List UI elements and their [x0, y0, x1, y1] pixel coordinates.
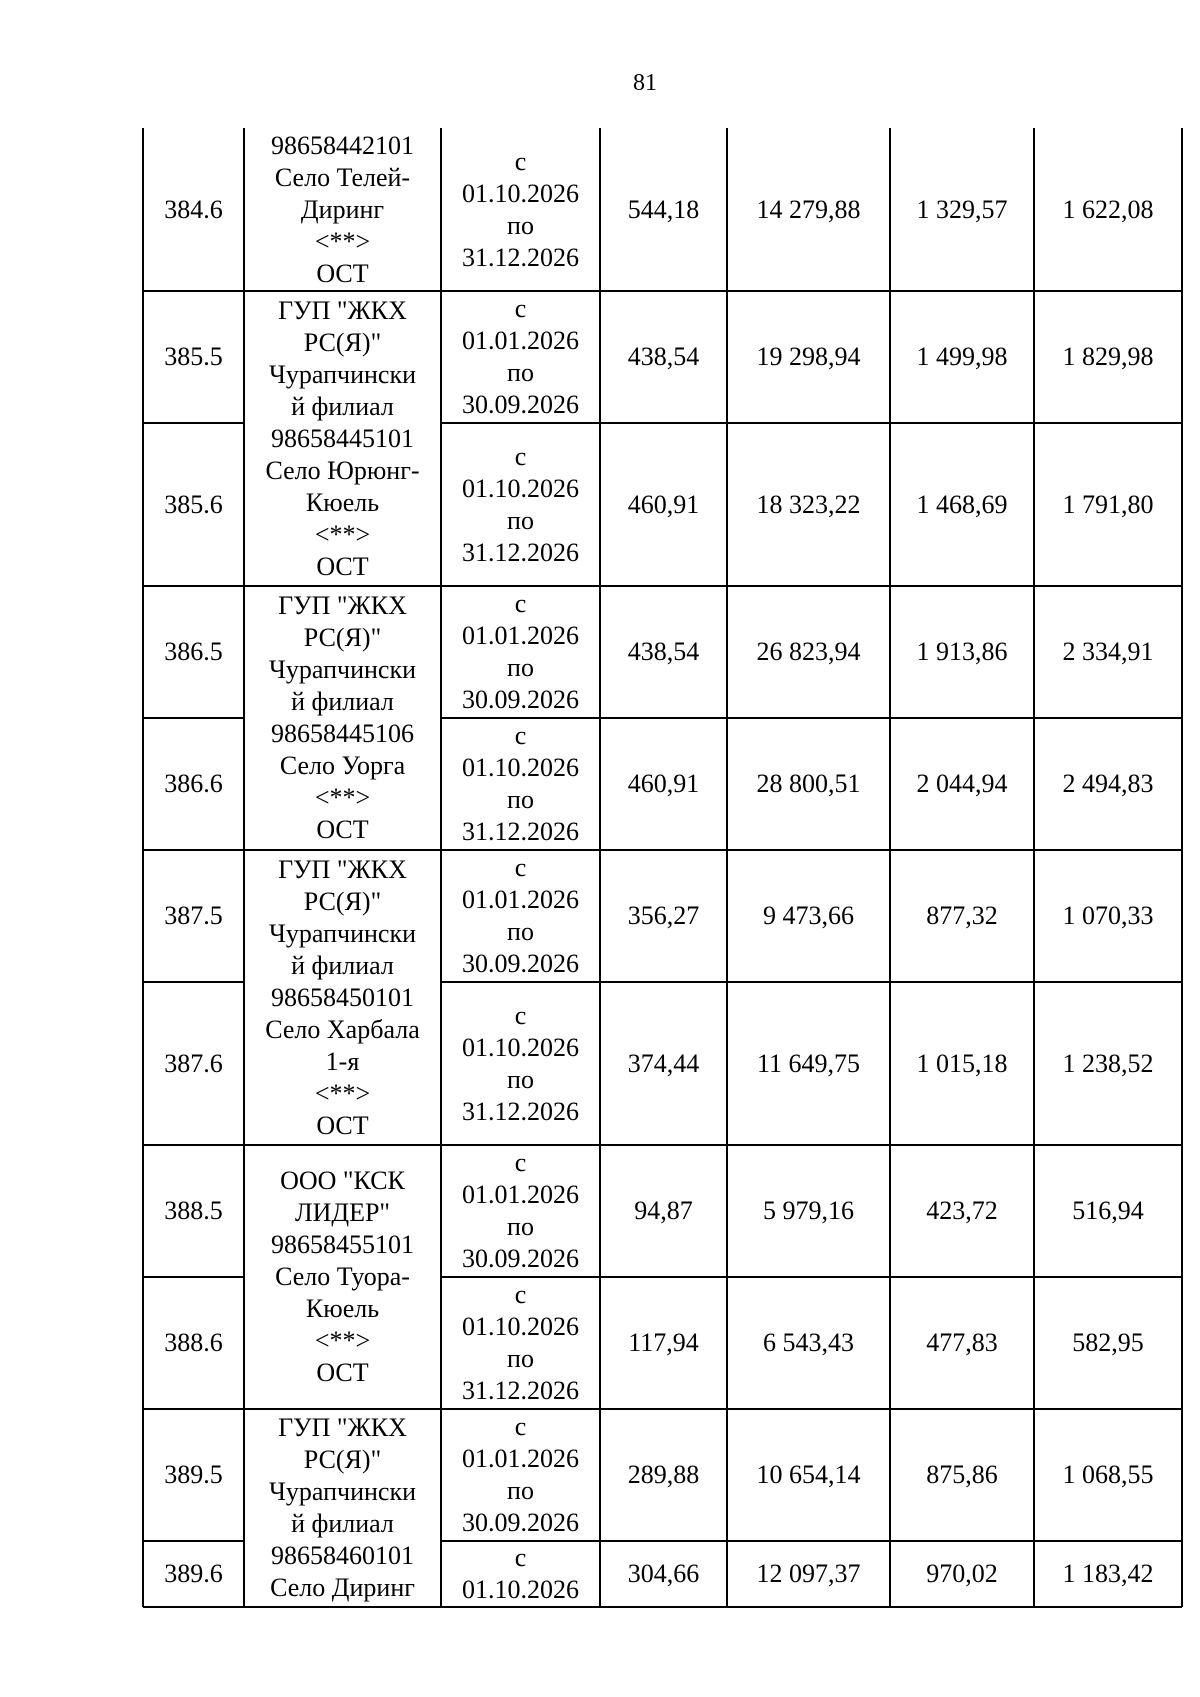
period-cell-line: с: [514, 441, 527, 471]
value-cell-2-line: 10 654,14: [756, 1460, 861, 1489]
value-cell-4-line: 2 334,91: [1062, 637, 1154, 666]
period-cell-line: по: [507, 1344, 534, 1373]
row-code-cell: [143, 586, 244, 718]
value-cell-1-line: 460,91: [627, 489, 700, 519]
organization-cell-line: 98658460101: [271, 1541, 414, 1570]
organization-cell-line: Чурапчински: [269, 655, 416, 684]
organization-cell-line: ООО "КСК: [280, 1166, 405, 1195]
value-cell-3: [890, 1277, 1034, 1409]
period-cell-line: 31.12.2026: [462, 817, 579, 846]
organization-cell: [244, 291, 441, 586]
value-cell-1-line: 438,54: [627, 342, 700, 371]
period-cell-line: по: [507, 1212, 534, 1241]
row-code-cell: [143, 1409, 244, 1541]
value-cell-4-line: 1 070,33: [1062, 901, 1154, 930]
row-code-cell-line: 386.6: [164, 769, 223, 798]
organization-cell-line: ГУП "ЖКХ: [278, 1413, 407, 1442]
value-cell-3-line: 875,86: [926, 1460, 998, 1489]
organization-cell-line: Село Юрюнг-: [265, 455, 420, 485]
period-cell-line: с: [514, 1412, 527, 1441]
organization-cell-line: <**>: [314, 519, 371, 549]
period-cell: [441, 291, 600, 423]
period-cell-line: по: [507, 505, 534, 535]
value-cell-2-line: 6 543,43: [763, 1328, 854, 1357]
period-cell: [441, 423, 600, 586]
tariff-table: [143, 128, 1182, 1607]
period-cell-line: 01.01.2026: [462, 885, 579, 914]
value-cell-3-line: 970,02: [926, 1559, 998, 1588]
row-code-cell: [143, 718, 244, 850]
value-cell-2-line: 18 323,22: [756, 489, 861, 519]
organization-cell: [244, 1409, 441, 1607]
organization-cell-line: Село Диринг: [270, 1573, 415, 1602]
period-cell-line: 01.10.2026: [462, 473, 579, 503]
period-cell: [441, 1277, 600, 1409]
value-cell-1-line: 117,94: [628, 1328, 699, 1357]
period-cell-line: по: [507, 1476, 534, 1505]
period-cell-line: по: [507, 1064, 534, 1094]
organization-cell-line: 98658445106: [271, 719, 414, 748]
period-cell-line: по: [507, 210, 534, 240]
organization-cell-line: ГУП "ЖКХ: [278, 591, 407, 620]
organization-cell-line: ОСТ: [316, 551, 369, 581]
value-cell-4: [1034, 1145, 1182, 1277]
row-code-cell-line: 387.6: [164, 1048, 223, 1078]
period-cell-line: с: [514, 146, 527, 176]
row-code-cell: [143, 128, 244, 291]
organization-cell-line: й филиал: [291, 950, 394, 980]
row-code-cell-line: 388.5: [164, 1196, 223, 1225]
period-cell: [441, 718, 600, 850]
period-cell-line: 01.01.2026: [462, 1180, 579, 1209]
period-cell: [441, 1409, 600, 1541]
organization-cell-line: й филиал: [291, 391, 394, 421]
row-code-cell: [143, 982, 244, 1145]
value-cell-4-line: 516,94: [1072, 1196, 1144, 1225]
value-cell-1: [600, 423, 727, 586]
period-cell-line: по: [507, 785, 534, 814]
organization-cell-line: <**>: [314, 226, 371, 256]
value-cell-4: [1034, 586, 1182, 718]
organization-cell-line: Село Туора-: [275, 1262, 410, 1291]
organization-cell-line: ОСТ: [316, 1358, 369, 1387]
period-cell-line: 30.09.2026: [462, 685, 579, 714]
value-cell-3: [890, 291, 1034, 423]
period-cell-line: с: [514, 721, 527, 750]
organization-cell-line: Кюель: [305, 1294, 380, 1323]
organization-cell-line: Чурапчински: [268, 918, 416, 948]
value-cell-2: [727, 423, 890, 586]
value-cell-1: [600, 1145, 727, 1277]
value-cell-4: [1034, 1277, 1182, 1409]
value-cell-4: [1034, 982, 1182, 1145]
value-cell-4-line: 1 829,98: [1062, 342, 1154, 371]
value-cell-2-line: 12 097,37: [756, 1559, 861, 1588]
value-cell-2-line: 26 823,94: [756, 637, 861, 666]
value-cell-2: [727, 718, 890, 850]
organization-cell-line: РС(Я)": [303, 327, 382, 357]
period-cell-line: с: [514, 1543, 527, 1572]
row-code-cell-line: 385.5: [164, 342, 223, 371]
organization-cell-line: Чурапчински: [269, 1477, 416, 1506]
value-cell-4-line: 1 622,08: [1062, 194, 1154, 224]
period-cell: [441, 982, 600, 1145]
value-cell-3-line: 1 329,57: [916, 194, 1008, 224]
value-cell-2-line: 5 979,16: [763, 1196, 854, 1225]
value-cell-3: [890, 423, 1034, 586]
value-cell-1: [600, 718, 727, 850]
value-cell-3-line: 877,32: [926, 901, 998, 930]
period-cell-line: 30.09.2026: [462, 390, 579, 419]
organization-cell-line: Диринг: [300, 194, 385, 224]
value-cell-2-line: 14 279,88: [756, 194, 861, 224]
row-code-cell-line: 389.6: [164, 1559, 223, 1588]
value-cell-1-line: 356,27: [627, 901, 700, 930]
organization-cell-line: 98658442101: [271, 130, 414, 160]
value-cell-2: [727, 1409, 890, 1541]
value-cell-2-line: 11 649,75: [756, 1048, 861, 1078]
value-cell-1-line: 544,18: [627, 194, 700, 224]
value-cell-3-line: 1 468,69: [916, 489, 1008, 519]
organization-cell-line: <**>: [314, 783, 371, 812]
value-cell-1-line: 438,54: [627, 637, 700, 666]
row-code-cell: [143, 1145, 244, 1277]
value-cell-3: [890, 850, 1034, 982]
row-code-cell-line: 385.6: [164, 489, 223, 519]
value-cell-2-line: 28 800,51: [756, 769, 861, 798]
organization-cell: [244, 128, 441, 291]
value-cell-2: [727, 982, 890, 1145]
organization-cell-line: Село Уорга: [279, 751, 406, 780]
value-cell-3-line: 423,72: [926, 1196, 998, 1225]
value-cell-4-line: 1 183,42: [1062, 1559, 1154, 1588]
organization-cell-line: <**>: [314, 1078, 371, 1108]
page-number: 81: [633, 70, 657, 96]
row-code-cell-line: 389.5: [164, 1460, 223, 1489]
value-cell-1: [600, 1541, 727, 1607]
organization-cell-line: Село Харбала: [265, 1014, 420, 1044]
period-cell-line: с: [514, 853, 527, 882]
value-cell-4: [1034, 718, 1182, 850]
value-cell-3: [890, 128, 1034, 291]
organization-cell-line: <**>: [314, 1326, 371, 1355]
value-cell-1: [600, 128, 727, 291]
value-cell-4-line: 1 791,80: [1062, 489, 1154, 519]
period-cell-line: 31.12.2026: [462, 1376, 579, 1405]
row-code-cell: [143, 1277, 244, 1409]
period-cell-line: по: [507, 358, 534, 387]
row-code-cell: [143, 850, 244, 982]
value-cell-3-line: 477,83: [926, 1328, 998, 1357]
value-cell-3: [890, 1409, 1034, 1541]
value-cell-4-line: 1 238,52: [1062, 1048, 1154, 1078]
organization-cell-line: РС(Я)": [303, 886, 382, 916]
period-cell: [441, 850, 600, 982]
organization-cell-line: 98658450101: [270, 982, 414, 1012]
period-cell-line: 30.09.2026: [462, 949, 579, 978]
row-code-cell-line: 384.6: [164, 194, 223, 224]
organization-cell-line: ОСТ: [316, 815, 369, 844]
value-cell-3: [890, 1145, 1034, 1277]
organization-cell-line: Село Телей-: [274, 162, 411, 192]
value-cell-3: [890, 718, 1034, 850]
period-cell-line: 01.10.2026: [462, 1575, 579, 1604]
value-cell-4: [1034, 850, 1182, 982]
value-cell-4-line: 582,95: [1072, 1328, 1144, 1357]
organization-cell-line: й филиал: [291, 687, 394, 716]
organization-cell-line: 98658445101: [271, 423, 414, 453]
period-cell-line: с: [514, 294, 527, 323]
organization-cell: [244, 850, 441, 1145]
organization-cell-line: ЛИДЕР": [294, 1198, 391, 1227]
value-cell-4: [1034, 1409, 1182, 1541]
row-code-cell-line: 388.6: [164, 1328, 223, 1357]
value-cell-2-line: 9 473,66: [763, 901, 854, 930]
value-cell-3: [890, 1541, 1034, 1607]
value-cell-2: [727, 1541, 890, 1607]
period-cell-line: 01.10.2026: [462, 1032, 579, 1062]
period-cell-line: 30.09.2026: [462, 1508, 579, 1537]
period-cell-line: 01.01.2026: [462, 621, 579, 650]
organization-cell-line: ОСТ: [316, 258, 369, 288]
period-cell-line: 31.12.2026: [462, 1096, 579, 1126]
period-cell-line: 01.10.2026: [462, 753, 579, 782]
value-cell-2: [727, 128, 890, 291]
organization-cell-line: 98658455101: [271, 1230, 414, 1259]
value-cell-2: [727, 586, 890, 718]
value-cell-1-line: 289,88: [627, 1460, 700, 1489]
value-cell-4-line: 1 068,55: [1062, 1460, 1154, 1489]
period-cell: [441, 128, 600, 291]
value-cell-1: [600, 291, 727, 423]
value-cell-1: [600, 586, 727, 718]
period-cell-line: по: [507, 653, 534, 682]
row-code-cell: [143, 1541, 244, 1607]
organization-cell-line: 1-я: [325, 1046, 360, 1076]
period-cell-line: 31.12.2026: [462, 242, 579, 272]
period-cell-line: 01.01.2026: [462, 326, 579, 355]
organization-cell-line: РС(Я)": [303, 1445, 382, 1474]
period-cell-line: с: [514, 1148, 527, 1177]
row-code-cell: [143, 291, 244, 423]
value-cell-4: [1034, 1541, 1182, 1607]
organization-cell-line: й филиал: [291, 1509, 394, 1538]
value-cell-1-line: 304,66: [627, 1559, 700, 1588]
value-cell-3-line: 1 499,98: [916, 342, 1008, 371]
period-cell-line: с: [514, 589, 527, 618]
value-cell-4-line: 2 494,83: [1062, 769, 1154, 798]
period-cell: [441, 1145, 600, 1277]
period-cell-line: 01.01.2026: [462, 1444, 579, 1473]
period-cell-line: 30.09.2026: [462, 1244, 579, 1273]
period-cell-line: 31.12.2026: [462, 537, 579, 567]
organization-cell-line: РС(Я)": [303, 623, 382, 652]
value-cell-1: [600, 1277, 727, 1409]
period-cell-line: с: [514, 1280, 527, 1309]
period-cell-line: по: [507, 917, 534, 946]
value-cell-2-line: 19 298,94: [756, 342, 861, 371]
value-cell-3-line: 1 015,18: [916, 1048, 1008, 1078]
value-cell-1-line: 460,91: [627, 769, 700, 798]
period-cell-line: с: [514, 1000, 527, 1030]
period-cell: [441, 586, 600, 718]
organization-cell-line: Кюель: [305, 487, 380, 517]
organization-cell: [244, 586, 441, 850]
value-cell-1: [600, 982, 727, 1145]
value-cell-3: [890, 982, 1034, 1145]
value-cell-2: [727, 1145, 890, 1277]
value-cell-2: [727, 291, 890, 423]
organization-cell-line: Чурапчински: [269, 359, 416, 389]
value-cell-4: [1034, 423, 1182, 586]
row-code-cell-line: 386.5: [164, 637, 223, 666]
value-cell-1-line: 374,44: [627, 1048, 700, 1078]
organization-cell-line: ГУП "ЖКХ: [278, 854, 407, 884]
value-cell-1-line: 94,87: [634, 1196, 693, 1225]
period-cell-line: 01.10.2026: [462, 178, 579, 208]
value-cell-1: [600, 850, 727, 982]
value-cell-4: [1034, 128, 1182, 291]
row-code-cell: [143, 423, 244, 586]
value-cell-4: [1034, 291, 1182, 423]
period-cell: [441, 1541, 600, 1607]
value-cell-2: [727, 850, 890, 982]
value-cell-1: [600, 1409, 727, 1541]
value-cell-3-line: 1 913,86: [916, 637, 1008, 666]
value-cell-2: [727, 1277, 890, 1409]
organization-cell-line: ОСТ: [316, 1110, 369, 1140]
row-code-cell-line: 387.5: [164, 901, 223, 930]
organization-cell-line: ГУП "ЖКХ: [278, 295, 407, 325]
value-cell-3-line: 2 044,94: [916, 769, 1008, 798]
value-cell-3: [890, 586, 1034, 718]
period-cell-line: 01.10.2026: [462, 1312, 579, 1341]
organization-cell: [244, 1145, 441, 1409]
